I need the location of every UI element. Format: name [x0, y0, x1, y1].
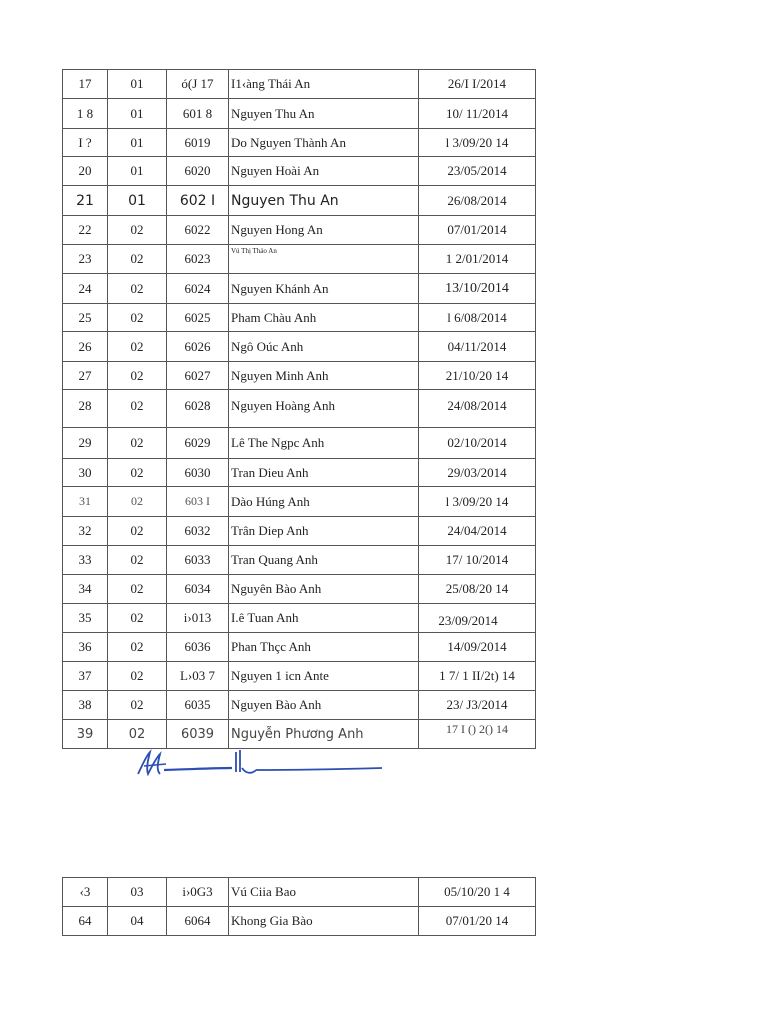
class-code: 02	[108, 662, 167, 691]
date: 24/04/2014	[419, 517, 536, 546]
class-code: 02	[108, 487, 167, 517]
row-number: 22	[63, 216, 108, 245]
date: 25/08/20 14	[419, 575, 536, 604]
table-row	[63, 245, 536, 274]
table-row	[63, 129, 536, 157]
row-number: 34	[63, 575, 108, 604]
row-number: 26	[63, 332, 108, 362]
date: 05/10/20 1 4	[419, 878, 536, 907]
student-name: Nguyen Hong An	[229, 216, 419, 245]
student-name: Phan Thçc Anh	[229, 633, 419, 662]
student-id: i›0G3	[167, 878, 229, 907]
student-name: Do Nguyen Thành An	[229, 129, 419, 157]
table-row	[63, 878, 536, 907]
student-name: Vú Thị Tháo An	[229, 245, 419, 274]
date: 23/09/2014	[419, 604, 536, 633]
row-number: 25	[63, 304, 108, 332]
row-number: 31	[63, 487, 108, 517]
student-name: Vú Ciia Bao	[229, 878, 419, 907]
student-name: Nguyen Bào Anh	[229, 691, 419, 720]
class-code: 04	[108, 907, 167, 936]
date: 23/ J3/2014	[419, 691, 536, 720]
student-id: 6022	[167, 216, 229, 245]
student-id: 6019	[167, 129, 229, 157]
student-id: 6027	[167, 362, 229, 390]
date: 10/ 11/2014	[419, 99, 536, 129]
row-number: 29	[63, 428, 108, 459]
student-id: 6030	[167, 459, 229, 487]
row-number: 28	[63, 390, 108, 428]
date: 07/01/20 14	[419, 907, 536, 936]
class-code: 02	[108, 274, 167, 304]
row-number: 30	[63, 459, 108, 487]
student-id: i›013	[167, 604, 229, 633]
student-table	[62, 69, 536, 749]
class-code: 02	[108, 304, 167, 332]
table-row	[63, 546, 536, 575]
class-code: 02	[108, 390, 167, 428]
student-id: 603 I	[167, 487, 229, 517]
signature-image	[136, 748, 386, 780]
student-name: Nguyen Hoàng Anh	[229, 390, 419, 428]
table-row	[63, 428, 536, 459]
class-code: 03	[108, 878, 167, 907]
class-code: 01	[108, 186, 167, 216]
table-row	[63, 487, 536, 517]
date: 04/11/2014	[419, 332, 536, 362]
student-name: Nguyen Khánh An	[229, 274, 419, 304]
date: 17 I () 2() 14	[419, 720, 536, 749]
student-id: 6020	[167, 157, 229, 186]
table-row	[63, 70, 536, 99]
student-name: Nguyen Thu An	[229, 186, 419, 216]
row-number: 37	[63, 662, 108, 691]
student-name: Trân Diep Anh	[229, 517, 419, 546]
table-row	[63, 216, 536, 245]
student-name: Ngô Oúc Anh	[229, 332, 419, 362]
date: 17/ 10/2014	[419, 546, 536, 575]
class-code: 02	[108, 428, 167, 459]
student-name: Pham Chàu Anh	[229, 304, 419, 332]
date: 07/01/2014	[419, 216, 536, 245]
table-row	[63, 362, 536, 390]
student-name: Nguyen Minh Anh	[229, 362, 419, 390]
table-row	[63, 633, 536, 662]
date: 1 2/01/2014	[419, 245, 536, 274]
student-id: 6028	[167, 390, 229, 428]
row-number: 21	[63, 186, 108, 216]
table-row	[63, 517, 536, 546]
student-name: Nguyen Thu An	[229, 99, 419, 129]
table-row	[63, 662, 536, 691]
row-number: 38	[63, 691, 108, 720]
class-code: 02	[108, 245, 167, 274]
student-name: I.ê Tuan Anh	[229, 604, 419, 633]
class-code: 01	[108, 157, 167, 186]
table-row	[63, 575, 536, 604]
row-number: 32	[63, 517, 108, 546]
table-row	[63, 332, 536, 362]
row-number: 24	[63, 274, 108, 304]
table-row	[63, 691, 536, 720]
class-code: 02	[108, 546, 167, 575]
table-row	[63, 720, 536, 749]
table-row	[63, 99, 536, 129]
student-id: 6025	[167, 304, 229, 332]
student-name: Dào Húng Anh	[229, 487, 419, 517]
student-id: 602 I	[167, 186, 229, 216]
student-id: 6023	[167, 245, 229, 274]
student-name: Tran Quang Anh	[229, 546, 419, 575]
date: 23/05/2014	[419, 157, 536, 186]
student-name: Nguyên Bào Anh	[229, 575, 419, 604]
date: 1 7/ 1 II/2t) 14	[419, 662, 536, 691]
student-id: 601 8	[167, 99, 229, 129]
class-code: 02	[108, 720, 167, 749]
table-row	[63, 907, 536, 936]
class-code: 02	[108, 633, 167, 662]
class-code: 02	[108, 691, 167, 720]
table-row	[63, 157, 536, 186]
date: 02/10/2014	[419, 428, 536, 459]
date: 13/10/2014	[419, 274, 536, 304]
row-number: 17	[63, 70, 108, 99]
student-id: 6029	[167, 428, 229, 459]
student-id: 6033	[167, 546, 229, 575]
class-code: 01	[108, 99, 167, 129]
class-code: 02	[108, 459, 167, 487]
class-code: 01	[108, 70, 167, 99]
table-row	[63, 304, 536, 332]
row-number: 35	[63, 604, 108, 633]
student-name: Khong Gia Bào	[229, 907, 419, 936]
class-code: 02	[108, 362, 167, 390]
student-id: 6035	[167, 691, 229, 720]
date: l 3/09/20 14	[419, 129, 536, 157]
student-id: ó(J 17	[167, 70, 229, 99]
row-number: 33	[63, 546, 108, 575]
table-row	[63, 459, 536, 487]
table-row	[63, 604, 536, 633]
date: 24/08/2014	[419, 390, 536, 428]
row-number: ‹3	[63, 878, 108, 907]
row-number: 36	[63, 633, 108, 662]
student-id: 6026	[167, 332, 229, 362]
row-number: 23	[63, 245, 108, 274]
class-code: 02	[108, 575, 167, 604]
date: 29/03/2014	[419, 459, 536, 487]
student-id: 6024	[167, 274, 229, 304]
student-name: Nguyen Hoài An	[229, 157, 419, 186]
table-row	[63, 186, 536, 216]
student-id: 6032	[167, 517, 229, 546]
date: 14/09/2014	[419, 633, 536, 662]
student-table-continued	[62, 877, 536, 936]
student-id: L›03 7	[167, 662, 229, 691]
student-id: 6036	[167, 633, 229, 662]
row-number: I ?	[63, 129, 108, 157]
date: 26/08/2014	[419, 186, 536, 216]
student-name: Nguyen 1 icn Ante	[229, 662, 419, 691]
student-name: Nguyễn Phương Anh	[229, 720, 419, 749]
student-id: 6034	[167, 575, 229, 604]
class-code: 02	[108, 517, 167, 546]
student-name: I1‹àng Thái An	[229, 70, 419, 99]
row-number: 39	[63, 720, 108, 749]
date: l 6/08/2014	[419, 304, 536, 332]
table-row	[63, 274, 536, 304]
row-number: 20	[63, 157, 108, 186]
class-code: 02	[108, 332, 167, 362]
student-name: Tran Dieu Anh	[229, 459, 419, 487]
student-id: 6039	[167, 720, 229, 749]
date: 21/10/20 14	[419, 362, 536, 390]
class-code: 02	[108, 604, 167, 633]
row-number: 64	[63, 907, 108, 936]
student-name: Lê The Ngpc Anh	[229, 428, 419, 459]
table-row	[63, 390, 536, 428]
row-number: 1 8	[63, 99, 108, 129]
row-number: 27	[63, 362, 108, 390]
class-code: 02	[108, 216, 167, 245]
class-code: 01	[108, 129, 167, 157]
student-id: 6064	[167, 907, 229, 936]
date: l 3/09/20 14	[419, 487, 536, 517]
date: 26/I I/2014	[419, 70, 536, 99]
